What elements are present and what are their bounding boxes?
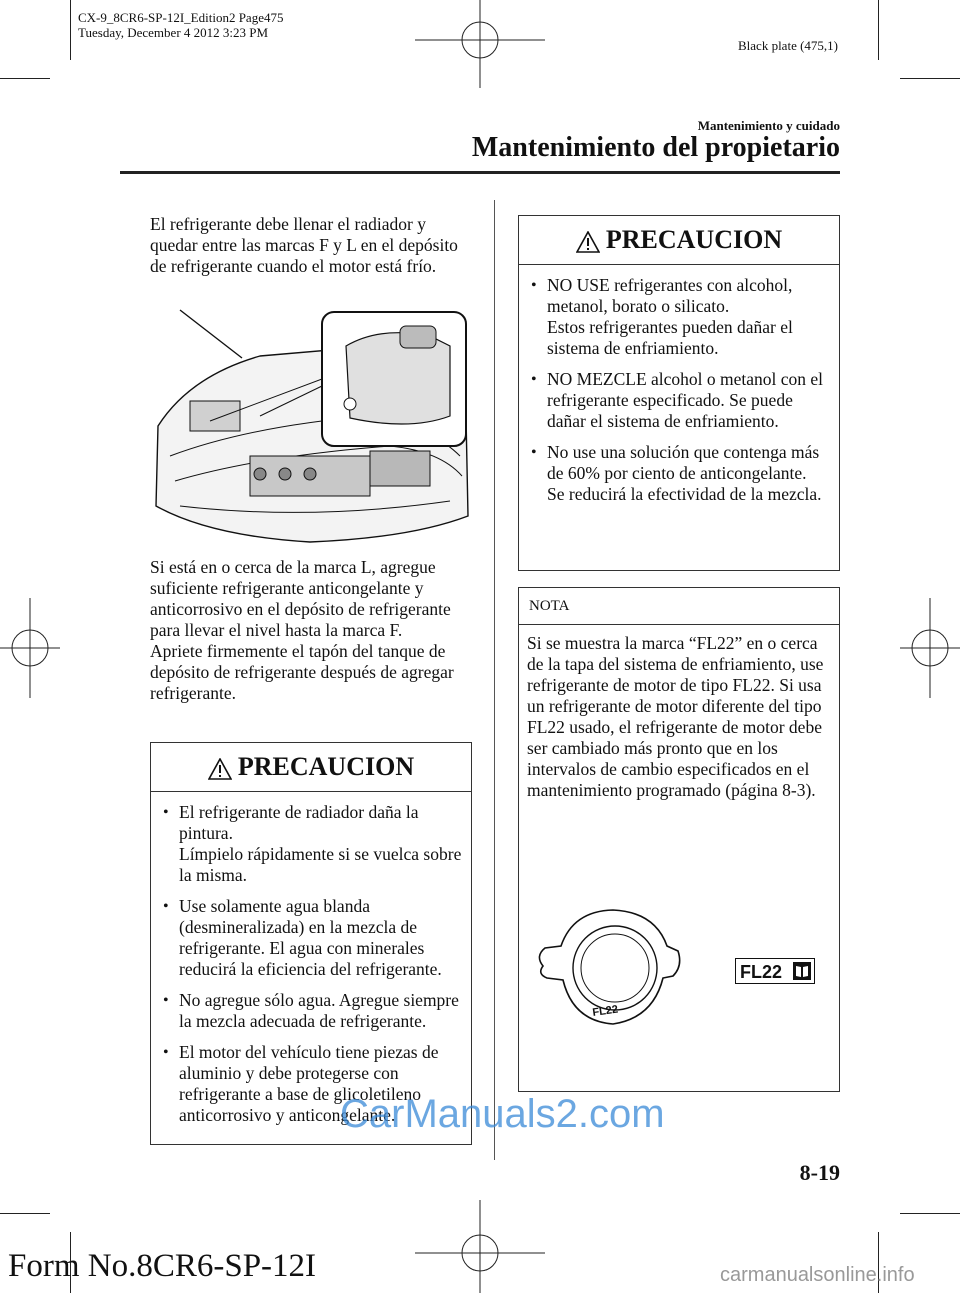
- crop-mark: [0, 78, 50, 79]
- note-box: [518, 587, 840, 1092]
- column-divider: [494, 200, 495, 1160]
- note-text: Si se muestra la marca “FL22” en o cerca de la tapa del sistema de enfriamiento, use refrigerante de motor de tipo FL22. Si usa un refrigerante de motor diferente del tipo FL22 usado, el refrigerante de motor debe ser cambiado más pronto que en los intervalos de cambio especificados en el mantenimiento programado (página 8-3).: [527, 633, 824, 800]
- caution-item: • NO MEZCLE alcohol o metanol con el refrigerante especificado. Se puede dañar el sistema de enfriamiento.: [523, 369, 831, 432]
- crop-mark: [70, 0, 71, 60]
- caution-item: • El refrigerante de radiador daña la pintura. Límpielo rápidamente si se vuelca sobre la misma.: [155, 802, 463, 886]
- warning-icon: [576, 231, 600, 253]
- crop-mark: [900, 78, 960, 79]
- caution-list: [519, 265, 839, 505]
- registration-mark-top: [415, 0, 545, 90]
- caution-header: [519, 216, 839, 265]
- fl22-badge: [735, 958, 815, 984]
- caution-title: PRECAUCION: [605, 225, 783, 254]
- section-subtitle: Mantenimiento y cuidado: [697, 118, 840, 133]
- caution-list: [151, 792, 471, 1126]
- warning-icon: [208, 758, 232, 780]
- caution-box-left: [150, 742, 472, 1145]
- date-info: Tuesday, December 4 2012 3:23 PM: [78, 25, 269, 40]
- caution-item: • El motor del vehículo tiene piezas de aluminio y debe protegerse con refrigerante a base de glicoletileno anticorrosivo y anticongelante.: [155, 1042, 463, 1126]
- form-number: Form No.8CR6-SP-12I: [8, 1248, 317, 1284]
- watermark-site: carmanualsonline.info: [720, 1264, 915, 1286]
- header-rule: [120, 171, 840, 174]
- registration-mark-left: [0, 598, 60, 698]
- caution-header: [151, 743, 471, 792]
- page-number: 8-19: [799, 1160, 840, 1185]
- radiator-cap-illustration: [533, 906, 683, 1031]
- crop-mark: [0, 1213, 50, 1214]
- crop-mark: [878, 0, 879, 60]
- body-paragraph: Si está en o cerca de la marca L, agregue suficiente refrigerante anticongelante y anticorrosivo en el depósito de refrigerante para llevar el nivel hasta la marca F. Apriete firmemente el tapón del tanque de depósito de refrigerante después de agregar refrigerante.: [150, 557, 454, 703]
- crop-mark: [900, 1213, 960, 1214]
- caution-item: • Use solamente agua blanda (desmineralizada) en la mezcla de refrigerante. El agua con minerales reducirá la eficiencia del refrigerante.: [155, 896, 463, 980]
- caution-box-right: [518, 215, 840, 571]
- section-title: Mantenimiento del propietario: [471, 132, 840, 163]
- watermark: CarManuals2.com: [340, 1092, 665, 1136]
- caution-item: • NO USE refrigerantes con alcohol, metanol, borato o silicato. Estos refrigerantes pueden dañar el sistema de enfriamiento.: [523, 275, 831, 359]
- registration-mark-right: [900, 598, 960, 698]
- badge-label: FL22: [740, 962, 783, 982]
- plate-info: Black plate (475,1): [738, 38, 838, 53]
- file-info: CX-9_8CR6-SP-12I_Edition2 Page475: [78, 10, 284, 25]
- caution-item: • No use una solución que contenga más de 60% por ciento de anticongelante. Se reducirá la efectividad de la mezcla.: [523, 442, 831, 505]
- intro-paragraph: El refrigerante debe llenar el radiador y quedar entre las marcas F y L en el depósito de refrigerante cuando el motor está frío.: [150, 214, 458, 276]
- book-icon: [793, 962, 811, 980]
- caution-item: • No agregue sólo agua. Agregue siempre la mezcla adecuada de refrigerante.: [155, 990, 463, 1032]
- caution-title: PRECAUCION: [237, 752, 415, 781]
- registration-mark-bottom: [415, 1200, 545, 1293]
- engine-illustration: [150, 306, 472, 544]
- note-title: NOTA: [519, 588, 839, 625]
- cap-label: FL22: [591, 1003, 619, 1019]
